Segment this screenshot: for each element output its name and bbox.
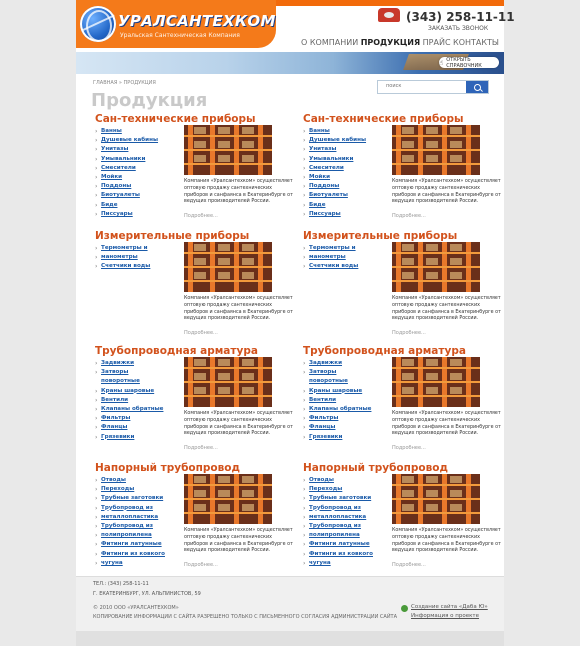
footer-address: Г. ЕКАТЕРИНБУРГ, УЛ. АЛЬПИНИСТОВ, 59 <box>93 591 201 597</box>
category-link[interactable]: › Фильтры <box>303 414 375 423</box>
nav-item-contacts[interactable]: КОНТАКТЫ <box>453 38 499 47</box>
project-info-link[interactable]: Информация о проекте <box>411 613 480 619</box>
category-link[interactable]: › металлопластика <box>95 513 167 522</box>
more-link[interactable]: Подробнее... <box>184 330 218 336</box>
category-description: Компания «Уралсантехком» осуществляет оптовую продажу сантехнических приборов и санфаянса в Екатеринбурге от ведущих производителей России. <box>184 296 293 322</box>
category-title[interactable]: Напорный трубопровод <box>95 462 240 474</box>
category-description: Компания «Уралсантехком» осуществляет оптовую продажу сантехнических приборов и санфаянса в Екатеринбурге от ведущих производителей России. <box>392 296 501 322</box>
warehouse-image <box>392 242 480 292</box>
category-link[interactable]: › Счетчики воды <box>303 262 375 271</box>
category-link[interactable]: › Термометры и <box>303 244 375 253</box>
nav-item-price[interactable]: ПРАЙС <box>422 38 451 47</box>
category-link[interactable]: › Писсуары <box>95 210 167 219</box>
category-link[interactable]: › Вентили <box>95 396 167 405</box>
category-link[interactable]: › Смесители <box>95 164 167 173</box>
category-link[interactable]: › Душевые кабины <box>95 136 167 145</box>
category-link[interactable]: › манометры <box>303 253 375 262</box>
footer-phone: ТЕЛ.: (343) 258-11-11 <box>93 581 149 587</box>
phone-icon <box>378 8 400 22</box>
category-link[interactable]: › металлопластика <box>303 513 375 522</box>
more-link[interactable]: Подробнее... <box>392 562 426 568</box>
category-link[interactable]: › Мойки <box>303 173 375 182</box>
more-link[interactable]: Подробнее... <box>392 213 426 219</box>
footer-copy-notice: КОПИРОВАНИЕ ИНФОРМАЦИИ С САЙТА РАЗРЕШЕНО ТОЛЬКО С ПИСЬМЕННОГО СОГЛАСИЯ АДМИНИСТРАЦИИ САЙТА <box>93 614 398 620</box>
category-title[interactable]: Напорный трубопровод <box>303 462 448 474</box>
category-link[interactable]: › Переходы <box>95 485 167 494</box>
nav-item-products[interactable]: ПРОДУКЦИЯ <box>360 38 421 47</box>
category-link[interactable]: › Грязевики <box>95 433 167 442</box>
warehouse-image <box>184 474 272 524</box>
callback-link[interactable]: ЗАКАЗАТЬ ЗВОНОК <box>428 25 489 32</box>
search-button[interactable] <box>466 81 488 93</box>
category-card <box>303 230 503 340</box>
brand-name: УРАЛСАНТЕХКОМ <box>118 12 276 30</box>
category-list <box>95 476 167 568</box>
category-title[interactable]: Измерительные приборы <box>95 230 250 242</box>
category-description: Компания «Уралсантехком» осуществляет оптовую продажу сантехнических приборов и санфаянса в Екатеринбурге от ведущих производителей России. <box>184 528 293 554</box>
brand-slogan: Уральская Сантехническая Компания <box>120 32 240 39</box>
category-list <box>303 127 375 219</box>
more-link[interactable]: Подробнее... <box>184 445 218 451</box>
category-link[interactable]: › Писсуары <box>303 210 375 219</box>
category-title[interactable]: Измерительные приборы <box>303 230 458 242</box>
developer-link[interactable]: Создание сайта «Даба Ю» <box>411 604 488 610</box>
category-description: Компания «Уралсантехком» осуществляет оптовую продажу сантехнических приборов и санфаянса в Екатеринбурге от ведущих производителей России. <box>184 179 293 205</box>
category-list <box>303 476 375 568</box>
more-link[interactable]: Подробнее... <box>392 330 426 336</box>
category-link[interactable]: › Унитазы <box>95 145 167 154</box>
content-sheet <box>76 0 515 646</box>
category-link[interactable]: › Трубопровод из <box>95 522 167 531</box>
search-input[interactable] <box>378 81 472 91</box>
category-link[interactable]: › Трубопровод из <box>303 522 375 531</box>
category-link[interactable]: › Умывальники <box>95 155 167 164</box>
category-list <box>95 359 167 442</box>
category-link[interactable]: › полипропилена <box>95 531 167 540</box>
open-catalog-button[interactable] <box>439 57 499 68</box>
category-link[interactable]: › Затворы поворотные <box>303 368 375 386</box>
main-nav <box>301 38 499 47</box>
category-link[interactable]: › Ванны <box>95 127 167 136</box>
category-card <box>303 113 503 223</box>
category-link[interactable]: › чугуна <box>95 559 167 568</box>
category-link[interactable]: › Переходы <box>303 485 375 494</box>
category-link[interactable]: › Фильтры <box>95 414 167 423</box>
logo[interactable] <box>76 0 276 50</box>
category-list <box>303 359 375 442</box>
category-link[interactable]: › Душевые кабины <box>303 136 375 145</box>
category-link[interactable]: › Вентили <box>303 396 375 405</box>
more-link[interactable]: Подробнее... <box>184 562 218 568</box>
category-link[interactable]: › Клапаны обратные <box>303 405 375 414</box>
category-title[interactable]: Сан-технические приборы <box>303 113 464 125</box>
search-icon <box>474 84 481 91</box>
category-link[interactable]: › Фланцы <box>303 423 375 432</box>
more-link[interactable]: Подробнее... <box>392 445 426 451</box>
category-link[interactable]: › Поддоны <box>95 182 167 191</box>
category-link[interactable]: › Биде <box>95 201 167 210</box>
category-card <box>95 230 295 340</box>
warehouse-image <box>184 242 272 292</box>
category-link[interactable]: › Фитинги из ковкого <box>95 550 167 559</box>
category-link[interactable]: › Отводы <box>95 476 167 485</box>
category-link[interactable]: › Трубопровод из <box>95 504 167 513</box>
breadcrumb[interactable]: ГЛАВНАЯ » ПРОДУКЦИЯ <box>93 80 156 86</box>
nav-item-about[interactable]: О КОМПАНИИ <box>301 38 359 47</box>
category-description: Компания «Уралсантехком» осуществляет оптовую продажу сантехнических приборов и санфаянса в Екатеринбурге от ведущих производителей России. <box>392 179 501 205</box>
developer-logo-icon <box>401 605 408 612</box>
category-card <box>303 462 503 572</box>
category-link[interactable]: › Унитазы <box>303 145 375 154</box>
category-list <box>303 244 375 272</box>
phone-number: (343) 258-11-11 <box>406 10 515 24</box>
category-link[interactable]: › Фитинги из ковкого <box>303 550 375 559</box>
category-link[interactable]: › Умывальники <box>303 155 375 164</box>
category-link[interactable]: › Счетчики воды <box>95 262 167 271</box>
search-box <box>377 80 489 94</box>
category-card <box>95 462 295 572</box>
page-title: Продукция <box>91 90 208 111</box>
category-link[interactable]: › чугуна <box>303 559 375 568</box>
category-link[interactable]: › Ванны <box>303 127 375 136</box>
category-link[interactable]: › Задвижки <box>303 359 375 368</box>
category-title[interactable]: Трубопроводная арматура <box>95 345 258 357</box>
category-link[interactable]: › Фитинги латунные <box>95 540 167 549</box>
category-description: Компания «Уралсантехком» осуществляет оптовую продажу сантехнических приборов и санфаянса в Екатеринбурге от ведущих производителей России. <box>184 411 293 437</box>
category-link[interactable]: › Смесители <box>303 164 375 173</box>
category-link[interactable]: › Термометры и <box>95 244 167 253</box>
category-link[interactable]: › Фитинги латунные <box>303 540 375 549</box>
bottom-strip <box>76 631 504 646</box>
category-link[interactable]: › Клапаны обратные <box>95 405 167 414</box>
category-link[interactable]: › Биотуалеты <box>95 191 167 200</box>
category-link[interactable]: › Грязевики <box>303 433 375 442</box>
category-link[interactable]: › Поддоны <box>303 182 375 191</box>
category-list <box>95 244 167 272</box>
warehouse-image <box>392 357 480 407</box>
category-link[interactable]: › Биотуалеты <box>303 191 375 200</box>
warehouse-image <box>392 125 480 175</box>
category-link[interactable]: › Отводы <box>303 476 375 485</box>
category-link[interactable]: › полипропилена <box>303 531 375 540</box>
open-catalog-label: ОТКРЫТЬ СПРАВОЧНИК <box>446 56 482 69</box>
category-description: Компания «Уралсантехком» осуществляет оптовую продажу сантехнических приборов и санфаянса в Екатеринбурге от ведущих производителей России. <box>392 411 501 437</box>
category-link[interactable]: › Трубопровод из <box>303 504 375 513</box>
category-description: Компания «Уралсантехком» осуществляет оптовую продажу сантехнических приборов и санфаянса в Екатеринбурге от ведущих производителей России. <box>392 528 501 554</box>
warehouse-image <box>184 125 272 175</box>
footer <box>76 576 504 632</box>
category-link[interactable]: › Биде <box>303 201 375 210</box>
category-card <box>95 113 295 223</box>
warehouse-image <box>392 474 480 524</box>
category-link[interactable]: › Задвижки <box>95 359 167 368</box>
category-title[interactable]: Сан-технические приборы <box>95 113 256 125</box>
warehouse-image <box>184 357 272 407</box>
category-title[interactable]: Трубопроводная арматура <box>303 345 466 357</box>
category-link[interactable]: › манометры <box>95 253 167 262</box>
pointer-hand-icon: ☝ <box>439 58 444 67</box>
more-link[interactable]: Подробнее... <box>184 213 218 219</box>
category-list <box>95 127 167 219</box>
category-card <box>303 345 503 455</box>
category-link[interactable]: › Мойки <box>95 173 167 182</box>
category-link[interactable]: › Трубные заготовки <box>303 494 375 503</box>
category-link[interactable]: › Затворы поворотные <box>95 368 167 386</box>
category-card <box>95 345 295 455</box>
category-link[interactable]: › Фланцы <box>95 423 167 432</box>
globe-icon <box>80 6 116 42</box>
category-link[interactable]: › Трубные заготовки <box>95 494 167 503</box>
category-link[interactable]: › Краны шаровые <box>303 387 375 396</box>
category-link[interactable]: › Краны шаровые <box>95 387 167 396</box>
footer-copyright: © 2010 ООО «УРАЛСАНТЕХКОМ» <box>93 605 179 611</box>
